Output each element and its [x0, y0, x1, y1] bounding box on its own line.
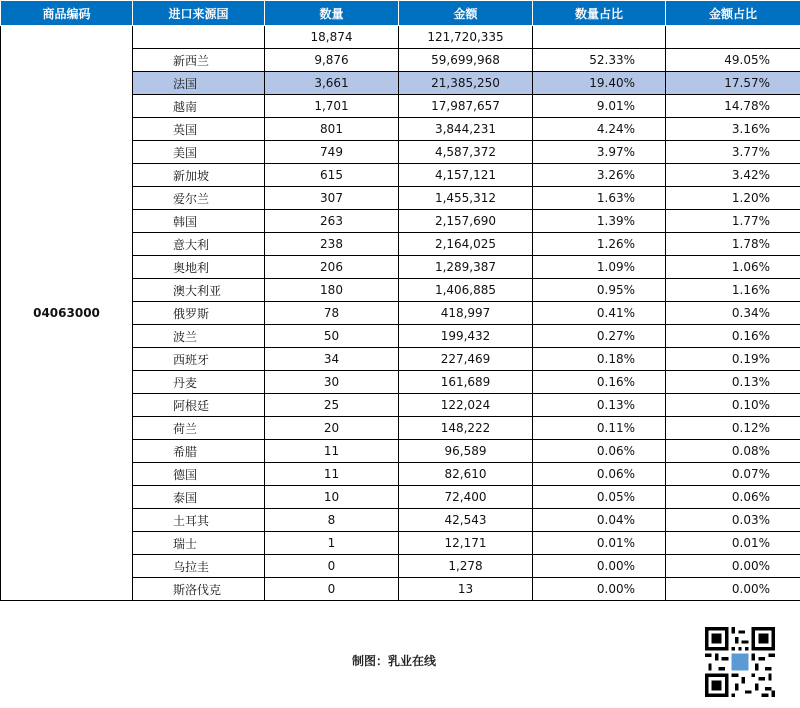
quantity-cell: 206 — [265, 256, 399, 279]
amount-cell: 72,400 — [399, 486, 533, 509]
header-amount-share: 金额占比 — [666, 1, 800, 26]
amount-share-cell: 1.77% — [666, 210, 800, 233]
quantity-share-cell: 52.33% — [533, 49, 666, 72]
quantity-share-cell: 0.00% — [533, 555, 666, 578]
quantity-share-cell: 0.16% — [533, 371, 666, 394]
header-amount: 金额 — [399, 1, 533, 26]
country-cell: 英国 — [133, 118, 265, 141]
quantity-share-cell: 0.13% — [533, 394, 666, 417]
quantity-share-cell: 0.00% — [533, 578, 666, 601]
country-cell: 澳大利亚 — [133, 279, 265, 302]
quantity-cell: 25 — [265, 394, 399, 417]
amount-cell: 1,406,885 — [399, 279, 533, 302]
quantity-share-cell: 1.09% — [533, 256, 666, 279]
amount-share-cell: 17.57% — [666, 72, 800, 95]
quantity-cell: 307 — [265, 187, 399, 210]
country-cell: 韩国 — [133, 210, 265, 233]
quantity-cell: 78 — [265, 302, 399, 325]
amount-cell: 3,844,231 — [399, 118, 533, 141]
quantity-share-cell: 0.27% — [533, 325, 666, 348]
amount-cell: 1,455,312 — [399, 187, 533, 210]
amount-share-cell: 14.78% — [666, 95, 800, 118]
quantity-cell: 30 — [265, 371, 399, 394]
quantity-cell: 18,874 — [265, 26, 399, 49]
amount-cell: 121,720,335 — [399, 26, 533, 49]
quantity-cell: 180 — [265, 279, 399, 302]
amount-cell: 122,024 — [399, 394, 533, 417]
header-quantity: 数量 — [265, 1, 399, 26]
amount-share-cell: 0.16% — [666, 325, 800, 348]
amount-cell: 161,689 — [399, 371, 533, 394]
quantity-share-cell — [533, 26, 666, 49]
quantity-share-cell: 0.06% — [533, 440, 666, 463]
amount-share-cell: 0.34% — [666, 302, 800, 325]
quantity-share-cell: 0.06% — [533, 463, 666, 486]
amount-share-cell: 0.03% — [666, 509, 800, 532]
amount-cell: 59,699,968 — [399, 49, 533, 72]
amount-cell: 199,432 — [399, 325, 533, 348]
quantity-share-cell: 3.26% — [533, 164, 666, 187]
amount-share-cell: 3.42% — [666, 164, 800, 187]
amount-share-cell: 1.20% — [666, 187, 800, 210]
amount-share-cell: 0.12% — [666, 417, 800, 440]
quantity-cell: 749 — [265, 141, 399, 164]
country-cell: 荷兰 — [133, 417, 265, 440]
quantity-share-cell: 4.24% — [533, 118, 666, 141]
country-cell: 意大利 — [133, 233, 265, 256]
amount-share-cell: 0.08% — [666, 440, 800, 463]
footer — [0, 612, 800, 708]
amount-cell: 82,610 — [399, 463, 533, 486]
quantity-share-cell: 1.39% — [533, 210, 666, 233]
amount-share-cell: 3.16% — [666, 118, 800, 141]
country-cell: 丹麦 — [133, 371, 265, 394]
table-header-row — [1, 1, 800, 26]
qr-code-icon — [705, 627, 775, 697]
country-cell: 德国 — [133, 463, 265, 486]
country-cell: 奥地利 — [133, 256, 265, 279]
country-cell: 波兰 — [133, 325, 265, 348]
amount-share-cell: 0.06% — [666, 486, 800, 509]
amount-share-cell: 0.00% — [666, 578, 800, 601]
amount-cell: 418,997 — [399, 302, 533, 325]
quantity-share-cell: 0.04% — [533, 509, 666, 532]
quantity-share-cell: 1.26% — [533, 233, 666, 256]
amount-share-cell: 1.78% — [666, 233, 800, 256]
quantity-cell: 50 — [265, 325, 399, 348]
amount-cell: 96,589 — [399, 440, 533, 463]
amount-share-cell: 49.05% — [666, 49, 800, 72]
quantity-cell: 34 — [265, 348, 399, 371]
quantity-share-cell: 19.40% — [533, 72, 666, 95]
amount-cell: 2,157,690 — [399, 210, 533, 233]
country-cell: 越南 — [133, 95, 265, 118]
amount-share-cell: 0.01% — [666, 532, 800, 555]
country-cell: 西班牙 — [133, 348, 265, 371]
amount-share-cell: 0.19% — [666, 348, 800, 371]
amount-cell: 12,171 — [399, 532, 533, 555]
amount-cell: 2,164,025 — [399, 233, 533, 256]
country-cell: 俄罗斯 — [133, 302, 265, 325]
country-cell: 新西兰 — [133, 49, 265, 72]
country-cell: 新加坡 — [133, 164, 265, 187]
quantity-cell: 10 — [265, 486, 399, 509]
quantity-cell: 263 — [265, 210, 399, 233]
product-code-cell: 04063000 — [1, 26, 133, 601]
quantity-cell: 0 — [265, 578, 399, 601]
amount-share-cell — [666, 26, 800, 49]
amount-cell: 1,289,387 — [399, 256, 533, 279]
country-cell: 法国 — [133, 72, 265, 95]
country-cell: 乌拉圭 — [133, 555, 265, 578]
country-cell: 希腊 — [133, 440, 265, 463]
amount-share-cell: 1.16% — [666, 279, 800, 302]
table-row — [1, 26, 800, 49]
amount-cell: 4,587,372 — [399, 141, 533, 164]
country-cell: 美国 — [133, 141, 265, 164]
quantity-cell: 615 — [265, 164, 399, 187]
amount-cell: 1,278 — [399, 555, 533, 578]
amount-share-cell: 1.06% — [666, 256, 800, 279]
quantity-share-cell: 0.01% — [533, 532, 666, 555]
quantity-cell: 0 — [265, 555, 399, 578]
country-cell: 爱尔兰 — [133, 187, 265, 210]
chart-credit: 制图：乳业在线 — [352, 654, 437, 668]
amount-cell: 21,385,250 — [399, 72, 533, 95]
quantity-cell: 9,876 — [265, 49, 399, 72]
amount-share-cell: 0.13% — [666, 371, 800, 394]
quantity-share-cell: 0.11% — [533, 417, 666, 440]
country-cell: 土耳其 — [133, 509, 265, 532]
quantity-cell: 20 — [265, 417, 399, 440]
amount-share-cell: 0.00% — [666, 555, 800, 578]
quantity-share-cell: 3.97% — [533, 141, 666, 164]
amount-share-cell: 0.10% — [666, 394, 800, 417]
amount-share-cell: 3.77% — [666, 141, 800, 164]
quantity-cell: 3,661 — [265, 72, 399, 95]
quantity-share-cell: 0.95% — [533, 279, 666, 302]
quantity-share-cell: 9.01% — [533, 95, 666, 118]
header-quantity-share: 数量占比 — [533, 1, 666, 26]
quantity-cell: 238 — [265, 233, 399, 256]
amount-share-cell: 0.07% — [666, 463, 800, 486]
header-product-code: 商品编码 — [1, 1, 133, 26]
amount-cell: 13 — [399, 578, 533, 601]
quantity-share-cell: 0.05% — [533, 486, 666, 509]
amount-cell: 42,543 — [399, 509, 533, 532]
country-cell: 阿根廷 — [133, 394, 265, 417]
amount-cell: 17,987,657 — [399, 95, 533, 118]
quantity-share-cell: 1.63% — [533, 187, 666, 210]
country-cell — [133, 26, 265, 49]
quantity-share-cell: 0.18% — [533, 348, 666, 371]
quantity-cell: 801 — [265, 118, 399, 141]
country-cell: 瑞士 — [133, 532, 265, 555]
header-source-country: 进口来源国 — [133, 1, 265, 26]
quantity-cell: 1 — [265, 532, 399, 555]
quantity-share-cell: 0.41% — [533, 302, 666, 325]
quantity-cell: 11 — [265, 463, 399, 486]
amount-cell: 148,222 — [399, 417, 533, 440]
quantity-cell: 11 — [265, 440, 399, 463]
quantity-cell: 8 — [265, 509, 399, 532]
quantity-cell: 1,701 — [265, 95, 399, 118]
amount-cell: 4,157,121 — [399, 164, 533, 187]
amount-cell: 227,469 — [399, 348, 533, 371]
country-cell: 泰国 — [133, 486, 265, 509]
country-cell: 斯洛伐克 — [133, 578, 265, 601]
